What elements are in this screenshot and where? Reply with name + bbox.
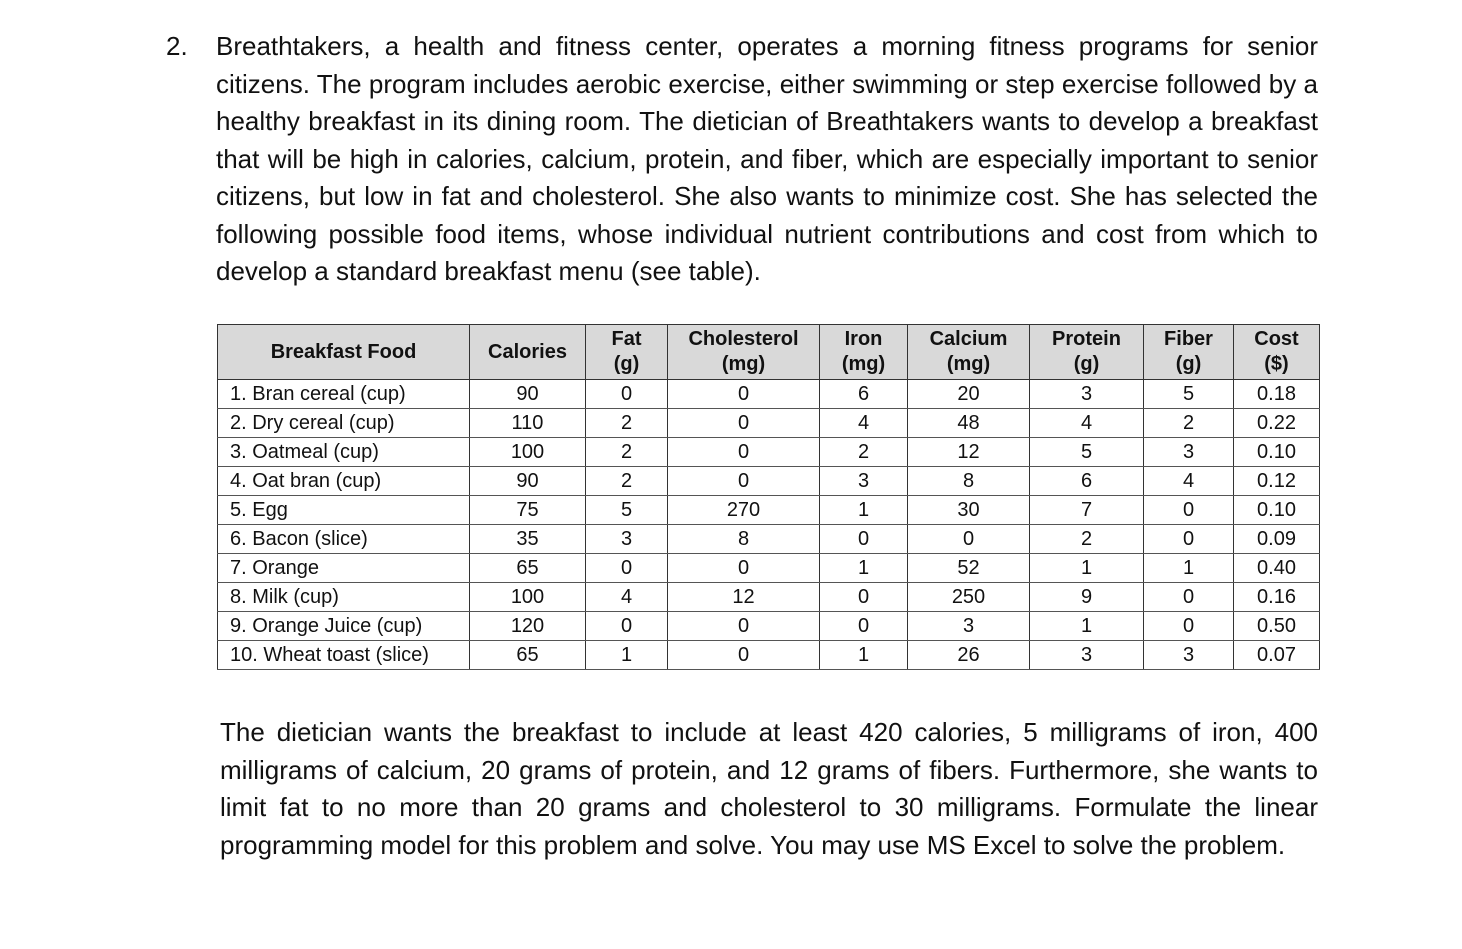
table-cell: 2: [1030, 525, 1144, 554]
column-header-label: Protein: [1052, 328, 1121, 350]
table-cell: 3: [908, 612, 1030, 641]
food-name-cell: 2. Dry cereal (cup): [218, 409, 470, 438]
table-cell: 20: [908, 380, 1030, 409]
table-cell: 100: [470, 438, 586, 467]
table-cell: 0: [586, 554, 668, 583]
table-cell: 7: [1030, 496, 1144, 525]
table-row: [218, 467, 1320, 496]
table-cell: 65: [470, 641, 586, 670]
table-cell: 0: [908, 525, 1030, 554]
column-header: [1234, 325, 1320, 380]
table-cell: 4: [1144, 467, 1234, 496]
table-cell: 0: [668, 409, 820, 438]
table-cell: 52: [908, 554, 1030, 583]
table-cell: 250: [908, 583, 1030, 612]
column-header-unit: (mg): [841, 353, 886, 375]
column-header: [820, 325, 908, 380]
column-header: [668, 325, 820, 380]
table-cell: 26: [908, 641, 1030, 670]
table-cell: 4: [586, 583, 668, 612]
table-cell: 2: [586, 409, 668, 438]
table-cell: 0: [668, 612, 820, 641]
column-header: [586, 325, 668, 380]
table-cell: 0: [668, 641, 820, 670]
problem-intro-text: Breathtakers, a health and fitness center, operates a morning fitness programs for senior citizens. The program includes aerobic exercise, either swimming or step exercise followed by a healthy breakfast in its dining room. The dietician of Breathtakers wants to develop a breakfast that will be high in calories, calcium, protein, and fiber, which are especially important to senior citizens, but low in fat and cholesterol. She also wants to minimize cost. She has selected the following possible food items, whose individual nutrient contributions and cost from which to develop a standard breakfast menu (see table).: [216, 31, 1318, 286]
column-header-unit: (g): [613, 353, 640, 375]
table-row: [218, 525, 1320, 554]
table-cell: 3: [586, 525, 668, 554]
table-row: [218, 554, 1320, 583]
problem-constraints-text: The dietician wants the breakfast to include at least 420 calories, 5 milligrams of iron, 400 milligrams of calcium, 20 grams of protein, and 12 grams of fibers. Furthermore, she wants to limit fat to no more than 20 grams and cholesterol to 30 milligrams. Formulate the linear programming model for this problem and solve. You may use MS Excel to solve the problem.: [220, 717, 1318, 860]
table-cell: 0.12: [1234, 467, 1320, 496]
table-cell: 0.10: [1234, 496, 1320, 525]
table-cell: 0: [668, 438, 820, 467]
problem-number: 2.: [166, 31, 188, 61]
table-cell: 3: [820, 467, 908, 496]
table-cell: 0.10: [1234, 438, 1320, 467]
table-cell: 0.07: [1234, 641, 1320, 670]
column-header: [1030, 325, 1144, 380]
table-cell: 0: [1144, 612, 1234, 641]
table-cell: 1: [1144, 554, 1234, 583]
table-row: [218, 496, 1320, 525]
table-cell: 0: [820, 525, 908, 554]
table-cell: 3: [1030, 641, 1144, 670]
table-cell: 0.18: [1234, 380, 1320, 409]
column-header-label: Fiber: [1164, 328, 1213, 350]
table-cell: 0.40: [1234, 554, 1320, 583]
table-cell: 30: [908, 496, 1030, 525]
column-header: [1144, 325, 1234, 380]
food-name-cell: 1. Bran cereal (cup): [218, 380, 470, 409]
table-cell: 6: [820, 380, 908, 409]
table-cell: 0: [668, 380, 820, 409]
table-cell: 1: [820, 641, 908, 670]
food-name-cell: 4. Oat bran (cup): [218, 467, 470, 496]
table-cell: 3: [1144, 641, 1234, 670]
table-header: [218, 325, 1320, 380]
table-cell: 2: [586, 438, 668, 467]
table-cell: 65: [470, 554, 586, 583]
table-cell: 110: [470, 409, 586, 438]
table-cell: 2: [1144, 409, 1234, 438]
table-row: [218, 380, 1320, 409]
column-header-label: Cost: [1254, 328, 1299, 350]
table-cell: 5: [586, 496, 668, 525]
table-cell: 0: [1144, 496, 1234, 525]
table-cell: 75: [470, 496, 586, 525]
column-header-unit: ($): [1264, 353, 1289, 375]
breakfast-food-table: [217, 324, 1320, 670]
column-header-unit: (g): [1073, 353, 1100, 375]
food-name-cell: 8. Milk (cup): [218, 583, 470, 612]
table-cell: 12: [668, 583, 820, 612]
table-cell: 90: [470, 467, 586, 496]
table-cell: 8: [668, 525, 820, 554]
table-cell: 0: [820, 612, 908, 641]
table-cell: 3: [1144, 438, 1234, 467]
table-row: [218, 409, 1320, 438]
table-cell: 1: [586, 641, 668, 670]
table-row: [218, 612, 1320, 641]
table-cell: 5: [1030, 438, 1144, 467]
table-cell: 90: [470, 380, 586, 409]
column-header-label: Breakfast Food: [270, 340, 417, 363]
table-cell: 270: [668, 496, 820, 525]
table-cell: 9: [1030, 583, 1144, 612]
column-header: [908, 325, 1030, 380]
column-header-label: Iron: [844, 328, 883, 350]
table-cell: 0: [1144, 525, 1234, 554]
column-header-label: Fat: [611, 328, 642, 350]
table-cell: 8: [908, 467, 1030, 496]
table-cell: 1: [1030, 612, 1144, 641]
food-name-cell: 5. Egg: [218, 496, 470, 525]
table-cell: 0: [586, 612, 668, 641]
table-cell: 35: [470, 525, 586, 554]
table-cell: 4: [1030, 409, 1144, 438]
food-name-cell: 9. Orange Juice (cup): [218, 612, 470, 641]
table-cell: 0: [1144, 583, 1234, 612]
table-header-row: [218, 325, 1320, 380]
column-header-label: Calories: [488, 340, 567, 363]
table-cell: 0: [668, 554, 820, 583]
column-header-unit: (mg): [721, 353, 766, 375]
table-row: [218, 438, 1320, 467]
table-cell: 1: [820, 496, 908, 525]
table-cell: 0.50: [1234, 612, 1320, 641]
table-cell: 48: [908, 409, 1030, 438]
table-cell: 1: [1030, 554, 1144, 583]
column-header-unit: (mg): [946, 353, 991, 375]
food-name-cell: 3. Oatmeal (cup): [218, 438, 470, 467]
table-cell: 6: [1030, 467, 1144, 496]
table-cell: 0.22: [1234, 409, 1320, 438]
table-cell: 12: [908, 438, 1030, 467]
table-cell: 0: [586, 380, 668, 409]
table-cell: 100: [470, 583, 586, 612]
column-header-label: Calcium: [929, 328, 1008, 350]
table-cell: 2: [820, 438, 908, 467]
table-body: [218, 380, 1320, 670]
table-cell: 0.16: [1234, 583, 1320, 612]
food-name-cell: 6. Bacon (slice): [218, 525, 470, 554]
table-cell: 1: [820, 554, 908, 583]
table-row: [218, 583, 1320, 612]
column-header: [470, 325, 586, 380]
table-cell: 120: [470, 612, 586, 641]
food-name-cell: 10. Wheat toast (slice): [218, 641, 470, 670]
table-row: [218, 641, 1320, 670]
table-cell: 3: [1030, 380, 1144, 409]
food-name-cell: 7. Orange: [218, 554, 470, 583]
table-cell: 5: [1144, 380, 1234, 409]
table-cell: 0: [668, 467, 820, 496]
column-header-label: Cholesterol: [688, 328, 799, 350]
table-cell: 4: [820, 409, 908, 438]
column-header-unit: (g): [1175, 353, 1202, 375]
table-cell: 2: [586, 467, 668, 496]
column-header: [218, 325, 470, 380]
table-cell: 0: [820, 583, 908, 612]
table-cell: 0.09: [1234, 525, 1320, 554]
